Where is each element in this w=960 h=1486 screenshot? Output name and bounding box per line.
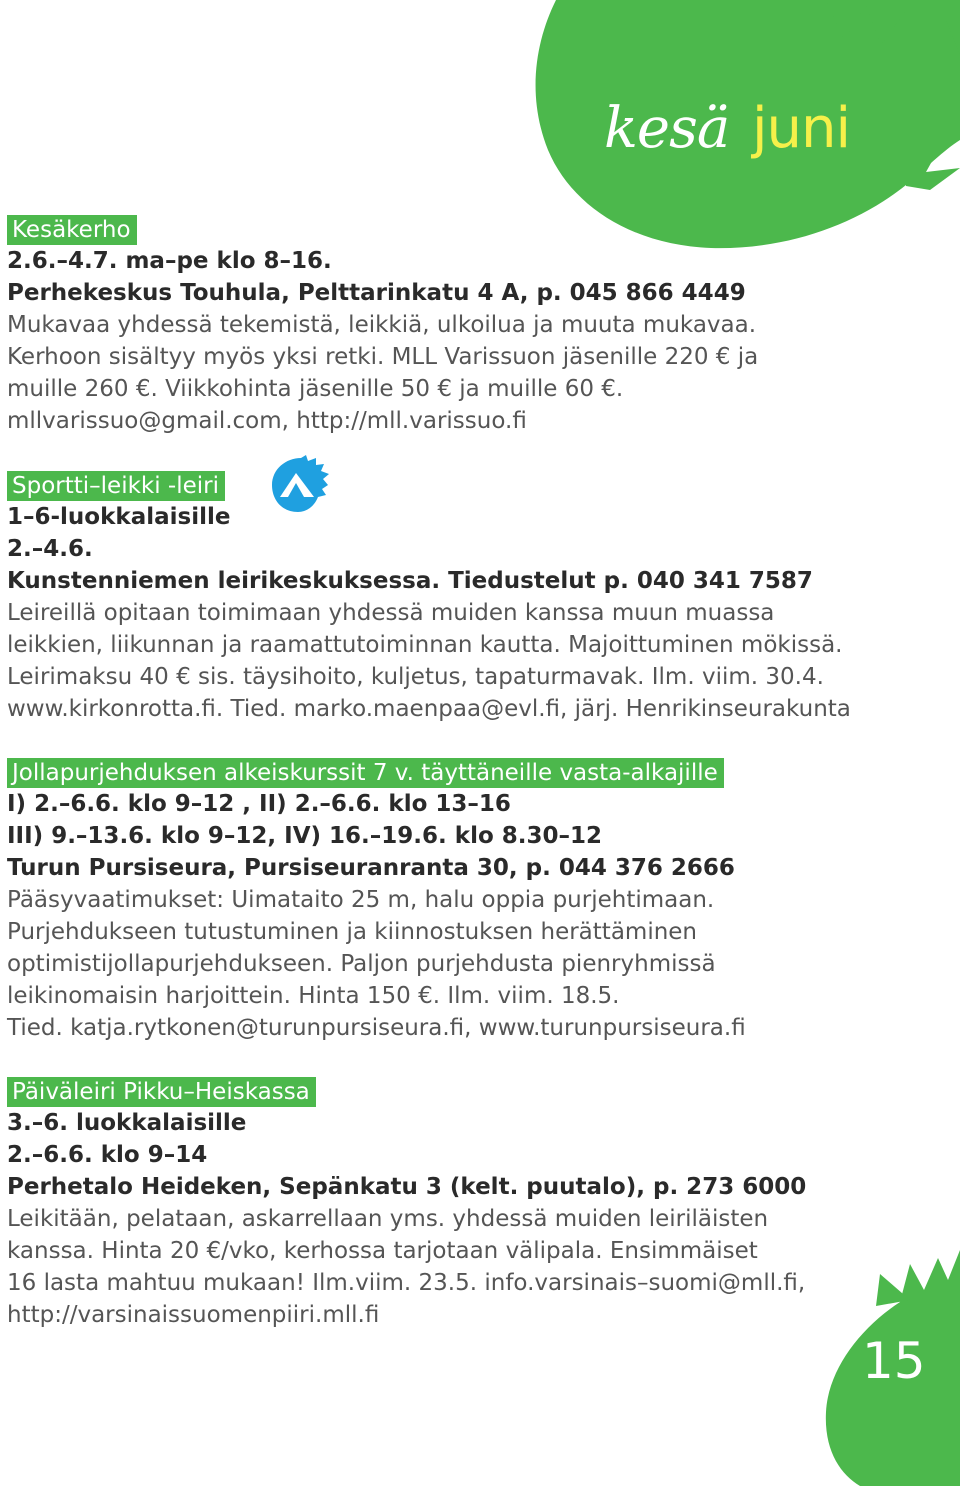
section-line: mllvarissuo@gmail.com, http://mll.varissuo.fi (7, 408, 527, 434)
section-line: Purjehdukseen tutustuminen ja kiinnostuksen herättäminen (7, 919, 698, 945)
section-line: Perhekeskus Touhula, Pelttarinkatu 4 A, p. 045 866 4449 (7, 280, 746, 306)
section-line: 1–6-luokkalaisille (7, 504, 231, 530)
section-line: Tied. katja.rytkonen@turunpursiseura.fi, www.turunpursiseura.fi (7, 1015, 746, 1041)
tent-icon (268, 455, 330, 513)
section-heading: Jollapurjehduksen alkeiskurssit 7 v. täyttäneille vasta-alkajille (7, 758, 724, 788)
section-sportti-leikki (7, 471, 940, 725)
section-line: Kunstenniemen leirikeskuksessa. Tiedustelut p. 040 341 7587 (7, 568, 813, 594)
month-title (604, 90, 874, 170)
section-line: www.kirkonrotta.fi. Tied. marko.maenpaa@evl.fi, järj. Henrikinseurakunta (7, 696, 851, 722)
section-line: optimistijollapurjehdukseen. Paljon purjehdusta pienryhmissä (7, 951, 716, 977)
section-line: III) 9.–13.6. klo 9–12, IV) 16.–19.6. klo 8.30–12 (7, 823, 603, 849)
page-number: 15 (862, 1332, 926, 1390)
section-heading: Päiväleiri Pikku–Heiskassa (7, 1077, 316, 1107)
section-line: Kerhoon sisältyy myös yksi retki. MLL Varissuon jäsenille 220 € ja (7, 344, 759, 370)
section-line: I) 2.–6.6. klo 9–12 , II) 2.–6.6. klo 13–16 (7, 791, 511, 817)
section-line: leikkien, liikunnan ja raamattutoiminnan kautta. Majoittuminen mökissä. (7, 632, 843, 658)
section-line: 2.–6.6. klo 9–14 (7, 1142, 208, 1168)
section-line: leikinomaisin harjoittein. Hinta 150 €. Ilm. viim. 18.5. (7, 983, 620, 1009)
month-title-script: kesä (604, 96, 730, 161)
section-line: Leireillä opitaan toimimaan yhdessä muiden kanssa muun muassa (7, 600, 775, 626)
section-heading: Kesäkerho (7, 215, 137, 245)
section-line: muille 260 €. Viikkohinta jäsenille 50 € ja muille 60 €. (7, 376, 624, 402)
section-line: 3.–6. luokkalaisille (7, 1110, 247, 1136)
section-kesakerho (7, 215, 940, 437)
section-line: kanssa. Hinta 20 €/vko, kerhossa tarjotaan välipala. Ensimmäiset (7, 1238, 758, 1264)
section-line: Leikitään, pelataan, askarrellaan yms. yhdessä muiden leiriläisten (7, 1206, 769, 1232)
section-line: 2.6.–4.7. ma–pe klo 8–16. (7, 248, 332, 274)
section-line: Turun Pursiseura, Pursiseuranranta 30, p. 044 376 2666 (7, 855, 735, 881)
section-heading: Sportti–leikki -leiri (7, 471, 225, 501)
section-line: http://varsinaissuomenpiiri.mll.fi (7, 1302, 380, 1328)
section-paivaleiri (7, 1077, 940, 1331)
section-line: Pääsyvaatimukset: Uimataito 25 m, halu oppia purjehtimaan. (7, 887, 715, 913)
section-line: Mukavaa yhdessä tekemistä, leikkiä, ulkoilua ja muuta mukavaa. (7, 312, 757, 338)
section-line: 16 lasta mahtuu mukaan! Ilm.viim. 23.5. info.varsinais–suomi@mll.fi, (7, 1270, 806, 1296)
section-line: Perhetalo Heideken, Sepänkatu 3 (kelt. puutalo), p. 273 6000 (7, 1174, 807, 1200)
section-line: Leirimaksu 40 € sis. täysihoito, kuljetus, tapaturmavak. Ilm. viim. 30.4. (7, 664, 824, 690)
section-jollapurjehdus (7, 758, 940, 1044)
month-title-name: juni (752, 96, 851, 161)
section-line: 2.–4.6. (7, 536, 93, 562)
